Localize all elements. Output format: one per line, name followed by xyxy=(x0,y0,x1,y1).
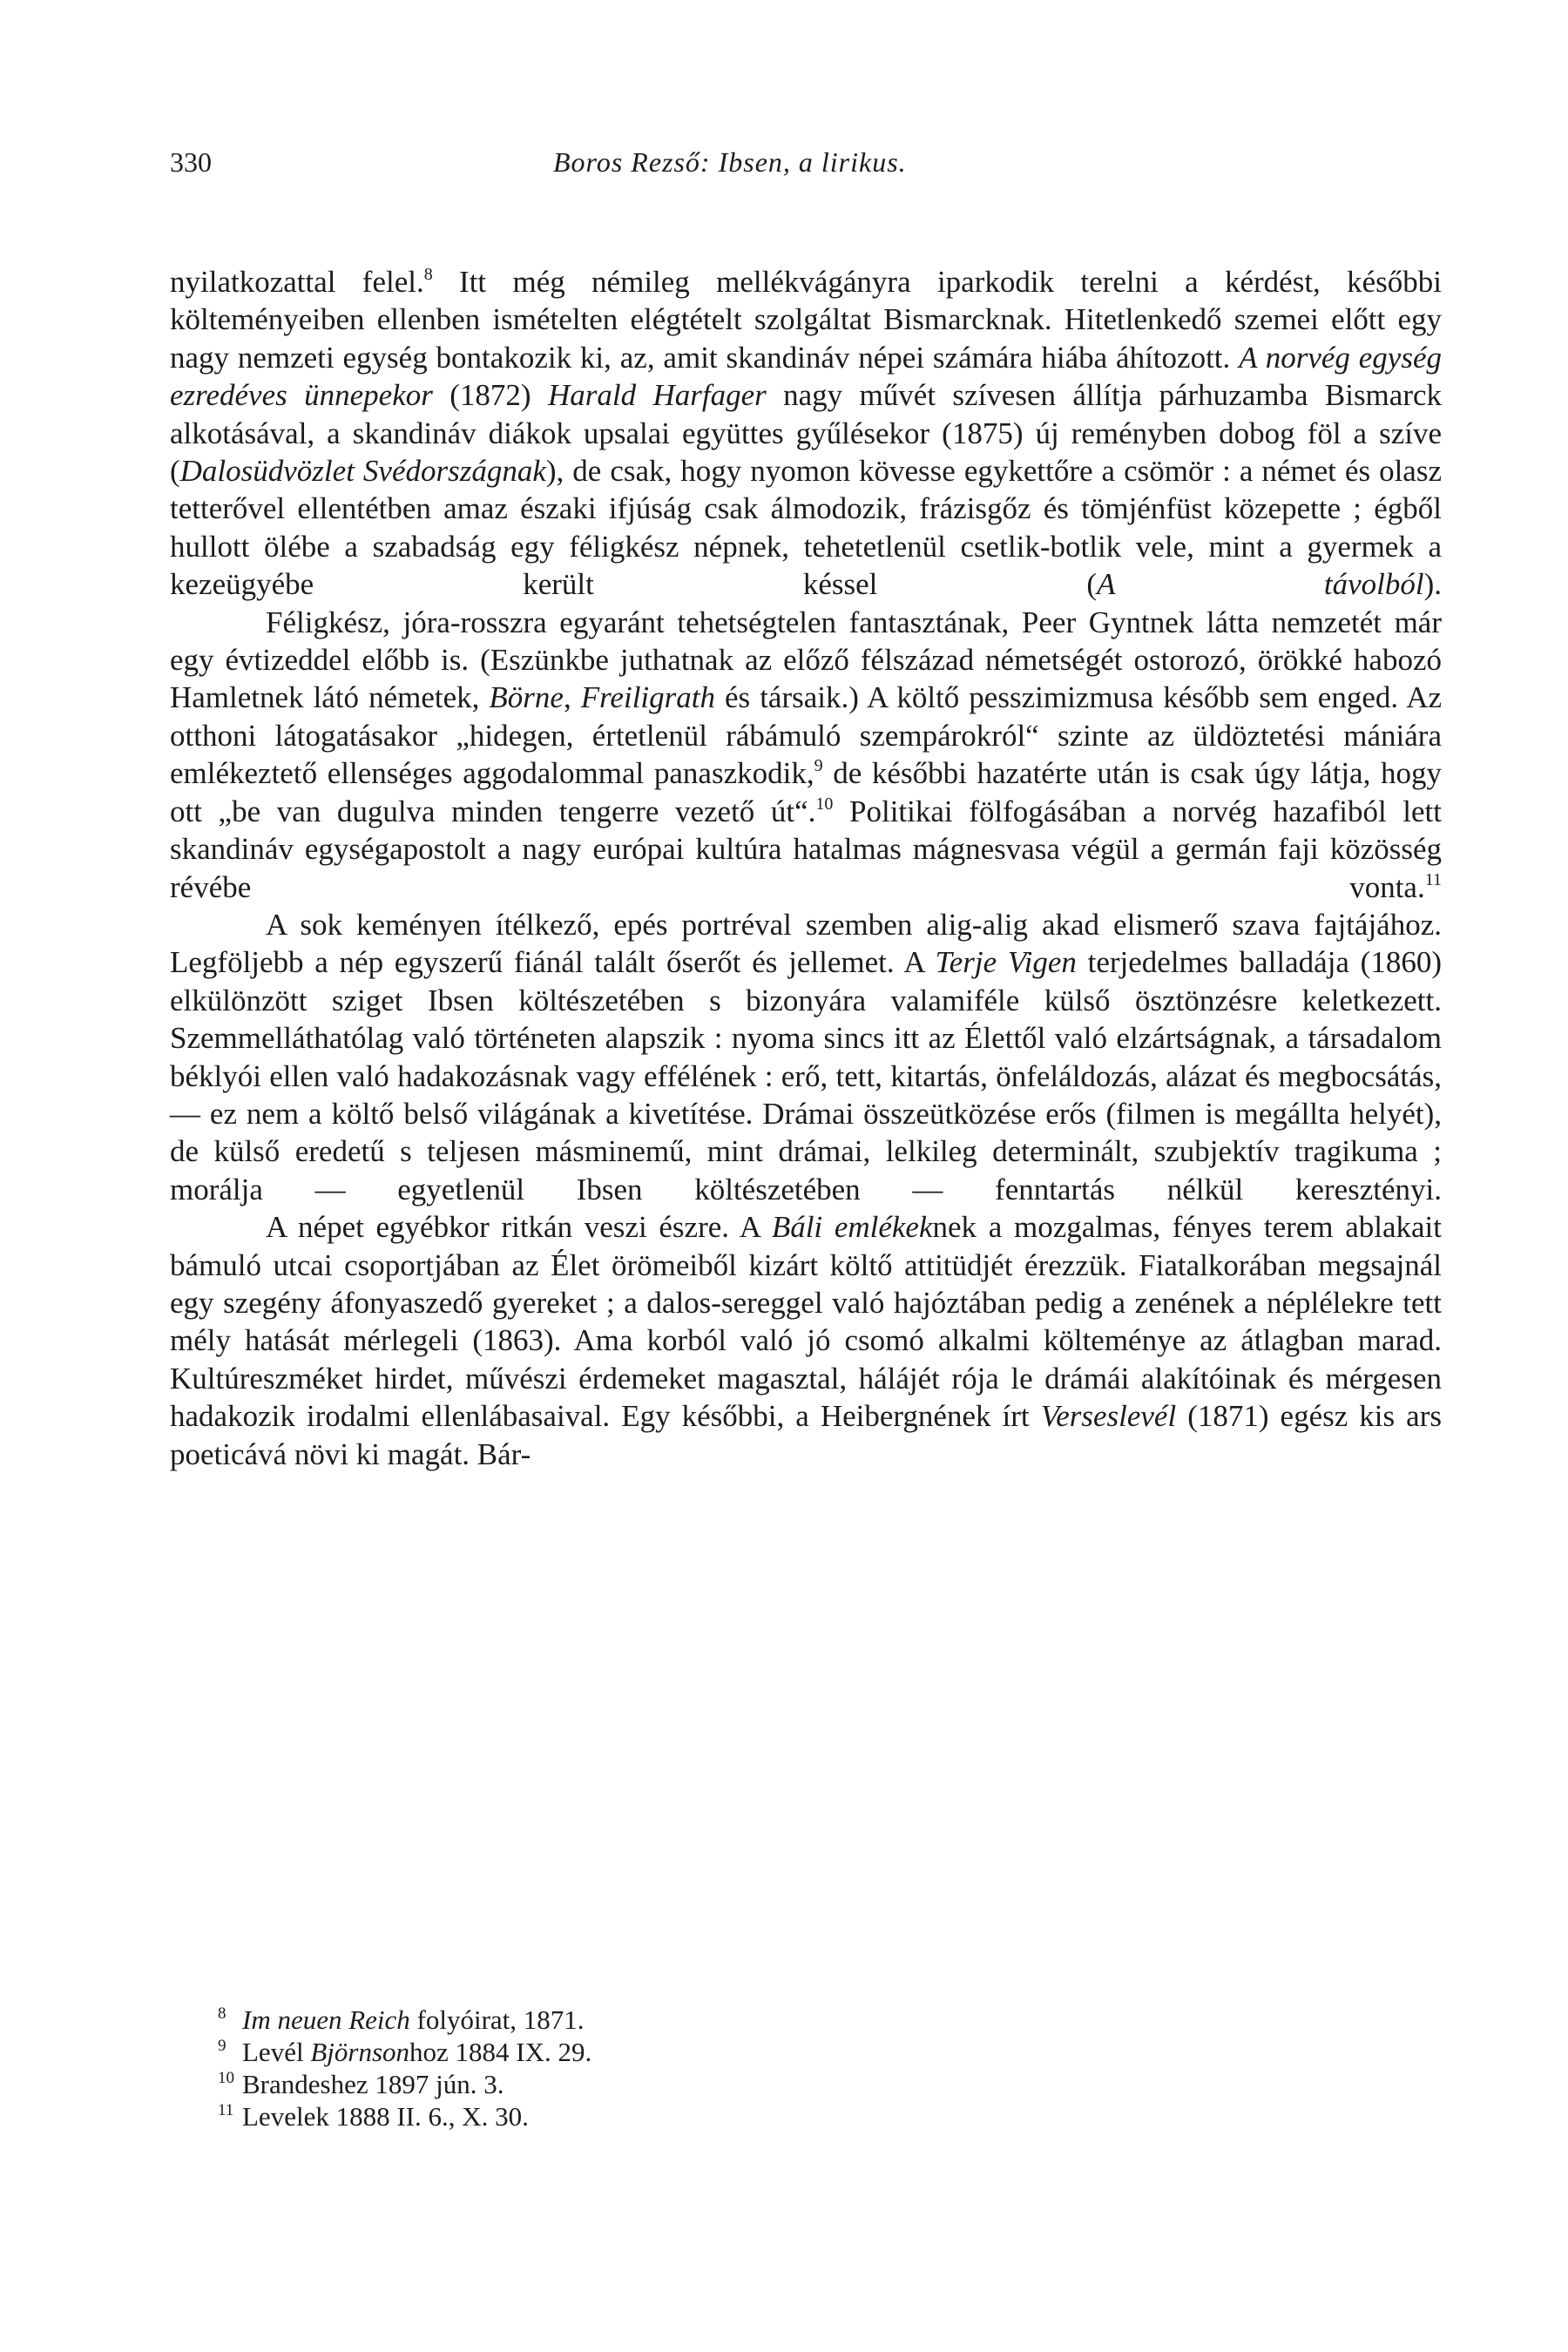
text-run: (1872) xyxy=(432,378,548,413)
text-run: hoz 1884 IX. 29. xyxy=(409,2037,592,2067)
text-run: terjedelmes balladája (1860) elkülönzött sziget Ibsen költészetében s bizonyára valamiféle külső ösztönzésre keletkezett. Szemmelláthatólag való történeten alapszik : nyoma sincs itt az Élettől való elzártságnak, a társadalom béklyói ellen való hadakozásnak vagy effélének : erő, tett, kitartás, önfeláldozás, alázat és megbocsátás, — ez nem a költő belső világának a kivetítése. Drámai összeütközése erős (filmen is megállta helyét), de külső eredetű s teljesen másminemű, mint drámai, lelkileg determinált, szubjektív tragikuma ; morálja — egyetlenül Ibsen költészetében — fenntartás nélkül keresztényi. xyxy=(170,945,1442,1206)
paragraph-1 xyxy=(170,263,1442,604)
italic-text: A távolból xyxy=(1097,567,1424,602)
text-run: és társaik.) A költő pesszimizmusa később sem enged. Az otthoni látogatásakor „hidegen, értetlenül rábámuló szempárokról“ szinte az üldöztetési mániára emlékeztető ellenséges aggodalommal panaszkodik, xyxy=(170,680,1443,791)
italic-text: A norvég egység ezredéves ünnepekor xyxy=(170,340,1442,413)
footnote-8: 8 Im neuen Reich folyóirat, 1871. xyxy=(218,2004,585,2035)
footnote-ref: 10 xyxy=(815,794,834,814)
italic-text: Verseslevél xyxy=(1040,1399,1177,1434)
footnotes xyxy=(218,2004,1263,2132)
paragraph-2 xyxy=(170,604,1442,906)
text-run: nyilatkozattal felel. xyxy=(170,265,424,299)
italic-text: Dalosüdvözlet Svédországnak xyxy=(179,454,546,489)
footnote-11: 11 Levelek 1888 II. 6., X. 30. xyxy=(218,2101,529,2132)
text-run: A sok keményen ítélkező, epés portréval szemben alig-alig akad elismerő szava fajtájához. Legföljebb a nép egyszerű fiánál talált őserőt és jellemet. A xyxy=(170,907,1442,980)
text-run: Levelek 1888 II. 6., X. 30. xyxy=(242,2101,529,2132)
italic-text: Freiligrath xyxy=(580,680,715,715)
text-run: Itt még némileg mellékvágányra iparkodik terelni a kérdést, későbbi költeményeiben ellenben ismételten elégtételt szolgáltat Bismarcknak. Hitetlenkedő szemei előtt egy nagy nemzeti egység bontakozik ki, az, amit skandináv népei számára hiába áhítozott. xyxy=(170,265,1443,375)
text-run: , xyxy=(563,680,581,715)
text-run: ). xyxy=(1423,567,1442,602)
text-run: de későbbi hazatérte után is csak úgy látja, hogy ott „be van dugulva minden tengerre vezető út“. xyxy=(170,756,1442,828)
page-number: 330 xyxy=(170,146,212,178)
text-run: nagy művét szívesen állítja párhuzamba Bismarck alkotásával, a skandináv diákok upsalai együttes gyűlésekor (1875) új reményben dobog föl a szíve ( xyxy=(170,378,1443,489)
body-text xyxy=(170,263,1442,1473)
italic-text: Terje Vigen xyxy=(935,945,1077,980)
text-run: A népet egyébkor ritkán veszi észre. A xyxy=(266,1210,772,1245)
italic-text: Im neuen Reich xyxy=(242,2004,410,2035)
italic-text: Báli emlékek xyxy=(771,1210,933,1245)
footnote-10: 10 Brandeshez 1897 jún. 3. xyxy=(218,2069,504,2099)
footnote-9: 9 Levél Björnsonhoz 1884 IX. 29. xyxy=(218,2037,592,2067)
italic-text: Harald Harfager xyxy=(547,378,767,413)
text-run: ), de csak, hogy nyomon kövesse egykettőre a csömör : a német és olasz tetterővel ellentétben amaz északi ifjúság csak álmodozik, frázisgőz és tömjénfüst közepette ; égből hullott ölébe a szabadság egy féligkész népnek, tehetetlenül csetlik-botlik vele, mint a gyermek a kezeügyébe került késsel ( xyxy=(170,454,1442,602)
page-header xyxy=(170,146,1442,181)
paragraph-4 xyxy=(170,1208,1442,1473)
footnote-ref: 9 xyxy=(814,756,823,776)
text-run: Féligkész, jóra-rosszra egyaránt tehetségtelen fantasztának, Peer Gyntnek látta nemzetét már egy évtizeddel előbb is. (Eszünkbe juthatnak az előző félszázad németségét ostorozó, örökké habozó Hamletnek látó németek, xyxy=(170,605,1442,715)
text-run: folyóirat, 1871. xyxy=(409,2004,585,2035)
text-run: Levél xyxy=(242,2037,311,2067)
text-run: nek a mozgalmas, fényes terem ablakait bámuló utcai csoportjában az Élet örömeiből kizárt költő attitüdjét érezzük. Fiatalkorában megsajnál egy szegény áfonyaszedő gyereket ; a dalos-sereggel való hajóztában pedig a zenének a néplélekre tett mély hatását mérlegeli (1863). Ama korból való jó csomó alkalmi költeménye az átlagban marad. Kultúreszméket hirdet, művészi érdemeket magasztal, hálájét rója le drámái alakítóinak és mérgesen hadakozik irodalmi ellenlábasaival. Egy későbbi, a Heibergnének írt xyxy=(170,1210,1442,1434)
footnote-ref: 8 xyxy=(423,265,433,284)
italic-text: Björnson xyxy=(310,2037,410,2067)
text-run: Brandeshez 1897 jún. 3. xyxy=(242,2069,504,2099)
footnote-ref: 11 xyxy=(1424,869,1442,889)
italic-text: Börne xyxy=(489,680,564,715)
running-title: Boros Rezső: Ibsen, a lirikus. xyxy=(553,146,907,178)
paragraph-3 xyxy=(170,906,1442,1208)
text-run: (1871) egész kis ars poeticává növi ki magát. Bár- xyxy=(170,1399,1442,1471)
text-run: Politikai fölfogásában a norvég hazafiból lett skandináv egységapostolt a nagy európai kultúra hatalmas mágnesvasa végül a germán faji közösség révébe vonta. xyxy=(170,794,1442,904)
